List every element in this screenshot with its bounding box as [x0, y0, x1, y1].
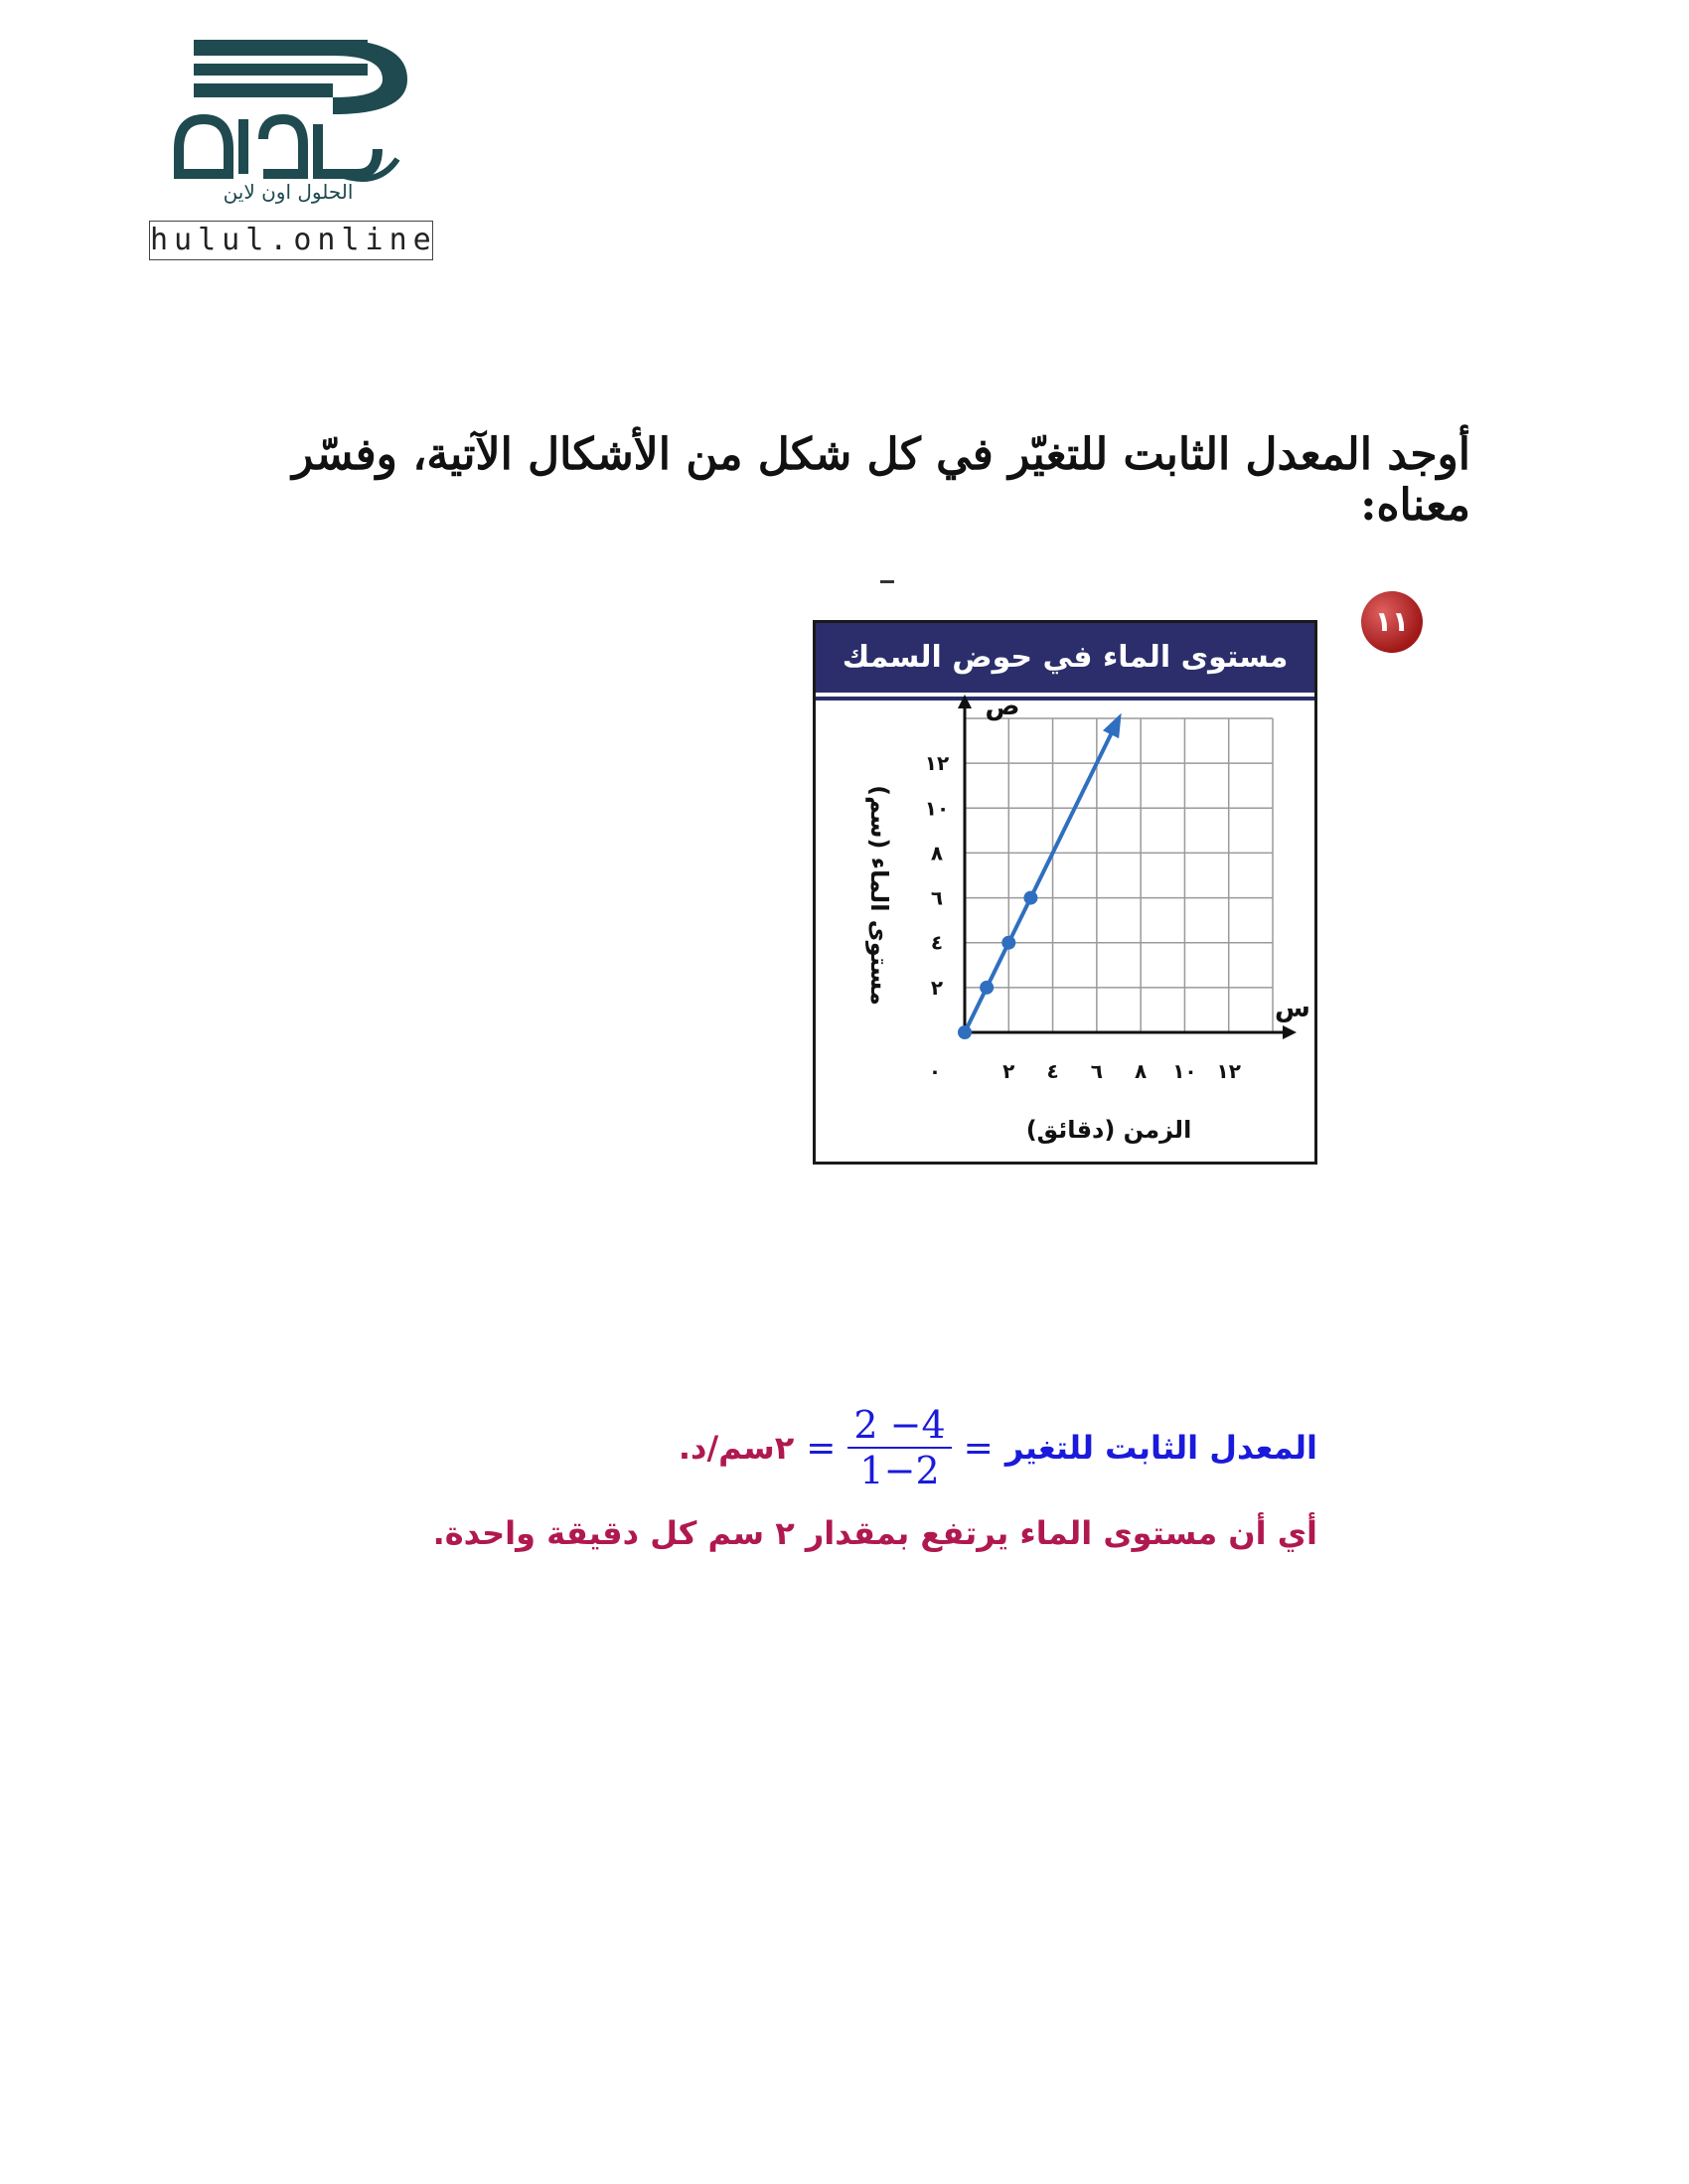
y-tick-label: ٤ — [930, 930, 944, 955]
chart-frame — [813, 620, 1317, 1165]
x-tick-label: ٠ — [928, 1059, 942, 1083]
equals-sign-2: = — [806, 1427, 837, 1469]
chart-grid — [965, 718, 1273, 1032]
x-axis-arrow-icon — [1283, 1025, 1297, 1039]
chart-title: مستوى الماء في حوض السمك — [816, 623, 1314, 697]
y-tick-label: ٢ — [930, 975, 944, 1000]
hulul-logo — [79, 0, 497, 288]
x-tick-label: ٦ — [1090, 1059, 1103, 1083]
water-level-chart — [816, 623, 1314, 1162]
y-tick-label: ٨ — [930, 841, 944, 865]
x-tick-label: ٤ — [1046, 1059, 1059, 1083]
x-tick-label: ١٢ — [1216, 1059, 1241, 1083]
x-tick-label: ١٠ — [1172, 1059, 1197, 1083]
data-point — [980, 981, 994, 995]
series-arrow-icon — [1103, 713, 1122, 739]
fraction-denominator: 1−2 — [859, 1449, 940, 1492]
logo-url: hulul.online — [149, 221, 433, 260]
x-axis-label: الزمن (دقائق) — [1025, 1116, 1192, 1144]
y-axis-arrow-icon — [958, 695, 972, 708]
x-axis-letter: س — [1275, 994, 1310, 1023]
answer-label: المعدل الثابت للتغير — [1004, 1429, 1317, 1467]
y-tick-label: ١٢ — [924, 751, 950, 776]
y-axis-letter: ص — [985, 692, 1020, 721]
dash-mark — [880, 580, 894, 583]
instruction-text: أوجد المعدل الثابت للتغيّر في كل شكل من الأشكال الآتية، وفسّر معناه: — [292, 429, 1470, 531]
data-point — [1001, 936, 1015, 950]
data-point — [958, 1025, 972, 1039]
answer-result: ٢سم/د. — [678, 1429, 795, 1467]
y-tick-label: ٦ — [930, 885, 944, 910]
y-axis-label: مستوى الماء (سم) — [865, 785, 893, 1006]
data-point — [1023, 891, 1037, 905]
logo-tagline: الحلول اون لاين — [223, 180, 354, 204]
rate-fraction — [847, 1403, 951, 1492]
answer-line — [679, 1403, 1317, 1492]
x-tick-label: ٨ — [1135, 1059, 1148, 1083]
equals-sign-1: = — [963, 1427, 994, 1469]
answer-meaning: أي أن مستوى الماء يرتفع بمقدار ٢ سم كل دقيقة واحدة. — [432, 1514, 1317, 1552]
problem-number-badge: ١١ — [1361, 591, 1423, 653]
fraction-numerator: 2 −4 — [847, 1403, 951, 1449]
x-tick-label: ٢ — [1002, 1059, 1015, 1083]
y-tick-label: ١٠ — [924, 796, 950, 821]
